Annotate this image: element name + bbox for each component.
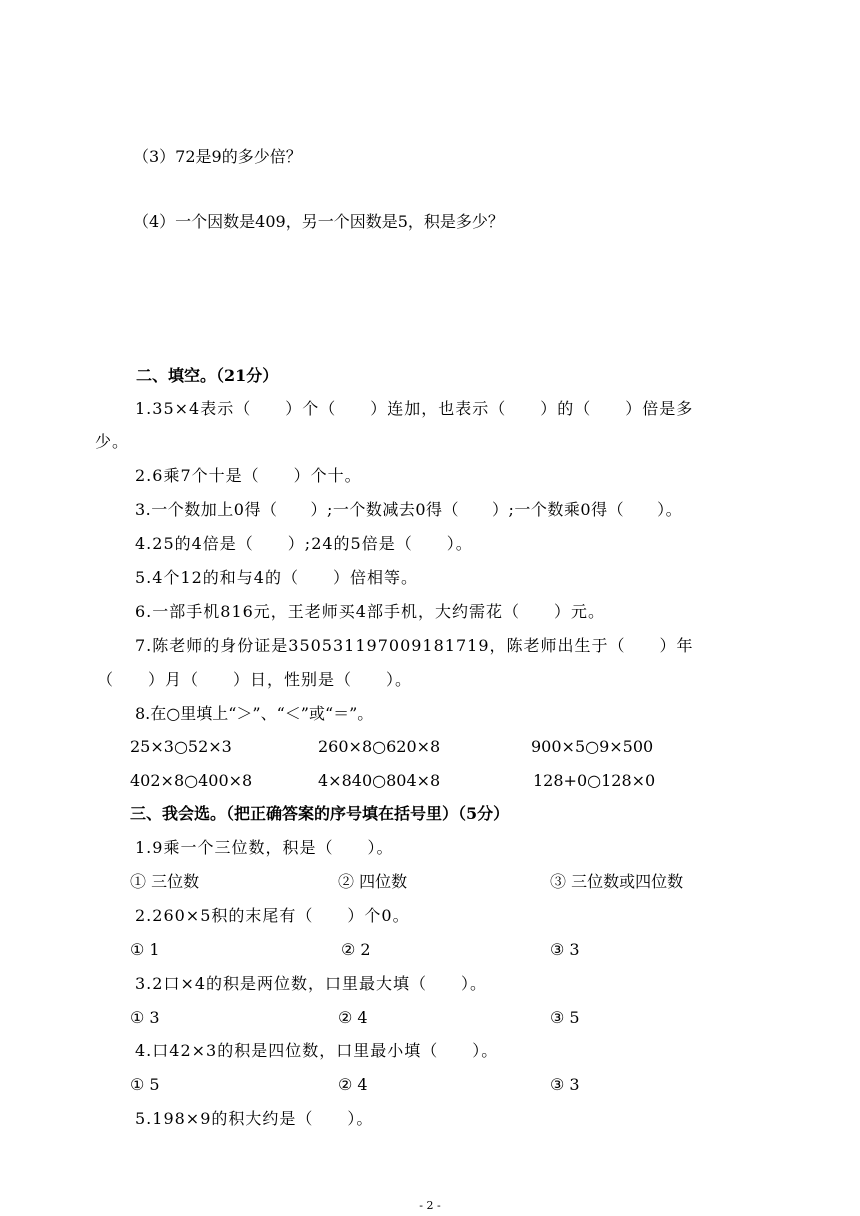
choice-option: ② 4 bbox=[338, 1075, 368, 1094]
page-number: - 2 - bbox=[419, 1199, 441, 1212]
choice-option: ③ 3 bbox=[550, 940, 580, 959]
choice-option: ① 三位数 bbox=[130, 872, 200, 891]
choice-option: ① 3 bbox=[130, 1008, 160, 1027]
fill-q8: 8.在○里填上“＞”、“＜”或“＝”。 bbox=[135, 704, 374, 723]
choice-option: ③ 5 bbox=[550, 1008, 580, 1027]
compare-item: 4×840○804×8 bbox=[318, 771, 441, 790]
choice-option: ③ 三位数或四位数 bbox=[550, 872, 684, 891]
choice-option: ③ 3 bbox=[550, 1075, 580, 1094]
fill-q3: 3.一个数加上0得（ ）;一个数减去0得（ ）;一个数乘0得（ ）。 bbox=[135, 500, 683, 519]
fill-q1-line1: 1.35×4表示（ ）个（ ）连加，也表示（ ）的（ ）倍是多 bbox=[135, 399, 694, 418]
choice-option: ② 4 bbox=[338, 1008, 368, 1027]
section-heading-fill-blank: 二、填空。（21分） bbox=[136, 366, 279, 385]
compare-item: 260×8○620×8 bbox=[318, 737, 441, 756]
question-3: （3）72是9的多少倍？ bbox=[133, 147, 302, 166]
choice-q4: 4.口42×3的积是四位数，口里最小填（ ）。 bbox=[135, 1041, 499, 1060]
fill-q6: 6.一部手机816元，王老师买4部手机，大约需花（ ）元。 bbox=[135, 602, 605, 621]
choice-q3: 3.2口×4的积是两位数，口里最大填（ ）。 bbox=[135, 974, 488, 993]
fill-q2: 2.6乘7个十是（ ）个十。 bbox=[135, 466, 362, 485]
choice-q1: 1.9乘一个三位数，积是（ ）。 bbox=[135, 838, 394, 857]
choice-option: ① 5 bbox=[130, 1075, 160, 1094]
choice-q2: 2.260×5积的末尾有（ ）个0。 bbox=[135, 906, 410, 925]
fill-q1-line2: 少。 bbox=[95, 432, 130, 451]
compare-item: 128+0○128×0 bbox=[533, 771, 656, 790]
choice-option: ② 2 bbox=[341, 940, 371, 959]
fill-q7-line1: 7.陈老师的身份证是350531197009181719，陈老师出生于（ ）年 bbox=[135, 636, 694, 655]
fill-q7-line2: （ ）月（ ）日，性别是（ ）。 bbox=[97, 670, 413, 689]
compare-item: 402×8○400×8 bbox=[130, 771, 253, 790]
fill-q4: 4.25的4倍是（ ）;24的5倍是（ ）。 bbox=[135, 534, 473, 553]
compare-item: 900×5○9×500 bbox=[531, 737, 654, 756]
section-heading-choice: 三、我会选。（把正确答案的序号填在括号里）（5分） bbox=[130, 804, 510, 823]
fill-q5: 5.4个12的和与4的（ ）倍相等。 bbox=[135, 568, 418, 587]
choice-option: ② 四位数 bbox=[338, 872, 408, 891]
compare-item: 25×3○52×3 bbox=[130, 737, 232, 756]
choice-option: ① 1 bbox=[130, 940, 160, 959]
question-4: （4）一个因数是409，另一个因数是5，积是多少？ bbox=[133, 212, 504, 231]
choice-q5: 5.198×9的积大约是（ ）。 bbox=[135, 1109, 374, 1128]
